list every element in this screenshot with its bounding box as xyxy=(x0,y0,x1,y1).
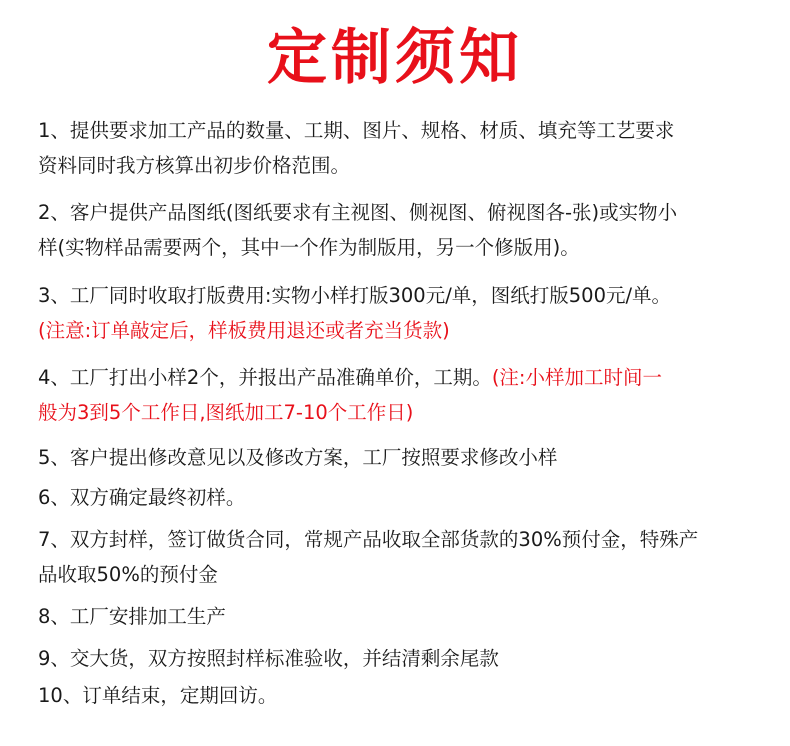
note-text: (注意:订单敲定后，样板费用退还或者充当货款) xyxy=(38,319,450,342)
item-text: 8、工厂安排加工生产 xyxy=(38,605,226,628)
item-text: 10、订单结束，定期回访。 xyxy=(38,684,278,707)
notice-item-line xyxy=(38,646,499,672)
notice-item-line xyxy=(38,527,698,553)
notice-item-line xyxy=(38,118,674,144)
notice-item-line xyxy=(38,485,245,511)
notice-item-line xyxy=(38,400,413,426)
item-text: 9、交大货，双方按照封样标准验收，并结清剩余尾款 xyxy=(38,647,499,670)
item-text: 3、工厂同时收取打版费用:实物小样打版300元/单，图纸打版500元/单。 xyxy=(38,284,672,307)
item-text: 6、双方确定最终初样。 xyxy=(38,486,246,509)
note-text: 般为3到5个工作日,图纸加工7-10个工作日) xyxy=(38,401,414,424)
notice-item-line xyxy=(38,235,580,261)
notice-item-line xyxy=(38,683,277,709)
item-text: 4、工厂打出小样2个，并报出产品准确单价，工期。 xyxy=(38,366,492,389)
notice-item-line xyxy=(38,365,662,391)
page-title: 定制须知 xyxy=(267,23,523,93)
item-text: 5、客户提出修改意见以及修改方案，工厂按照要求修改小样 xyxy=(38,446,558,469)
notice-item-line xyxy=(38,604,226,630)
notice-item-line xyxy=(38,200,677,226)
item-text: 7、双方封样，签订做货合同，常规产品收取全部货款的30%预付金，特殊产 xyxy=(38,528,699,551)
notice-item-line xyxy=(38,445,557,471)
item-text: 品收取50%的预付金 xyxy=(38,563,218,586)
notice-item-line xyxy=(38,318,450,344)
notice-item-line xyxy=(38,562,218,588)
item-text: 2、客户提供产品图纸(图纸要求有主视图、侧视图、俯视图各-张)或实物小 xyxy=(38,201,678,224)
item-text: 资料同时我方核算出初步价格范围。 xyxy=(38,154,351,177)
item-text: 1、提供要求加工产品的数量、工期、图片、规格、材质、填充等工艺要求 xyxy=(38,119,675,142)
notice-item-line xyxy=(38,283,671,309)
item-text: 样(实物样品需要两个，其中一个作为制版用，另一个修版用)。 xyxy=(38,236,580,259)
note-text: (注:小样加工时间一 xyxy=(491,366,663,389)
notice-item-line xyxy=(38,153,350,179)
